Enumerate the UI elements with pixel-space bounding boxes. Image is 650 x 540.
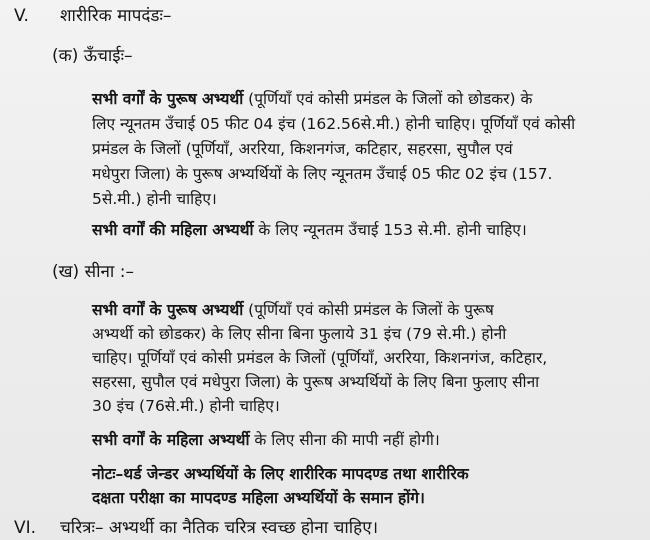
height-subheading: (क) ऊँचाईः– bbox=[52, 46, 133, 66]
section-vi-heading bbox=[14, 518, 378, 538]
section-v-number: V. bbox=[14, 6, 29, 26]
chest-subheading: (ख) सीना :– bbox=[52, 262, 134, 282]
chest-female-lead: सभी वर्गों के महिला अभ्यर्थी bbox=[92, 431, 250, 449]
height-male-line-1-rest: (पूर्णियाँ एवं कोसी प्रमंडल के जिलों को छोडकर) के bbox=[243, 90, 533, 108]
height-female-rest: के लिए न्यूनतम उँचाई 153 से.मी. होनी चाहिए। bbox=[253, 221, 527, 239]
section-v-heading bbox=[14, 6, 171, 26]
chest-male-line-2: अभ्यर्थी को छोडकर) के लिए सीना बिना फुलाये 31 इंच (79 से.मी.) होनी bbox=[92, 325, 507, 343]
section-vi-title: चरित्रः– bbox=[60, 518, 104, 538]
note-line-1: नोटः–थर्ड जेन्डर अभ्यर्थियों के लिए शारीरिक मापदण्ड तथा शारीरिक bbox=[92, 465, 469, 483]
chest-male-line-5: 30 इंच (76से.मी.) होनी चाहिए। bbox=[92, 397, 280, 415]
height-male-line-2: लिए न्यूनतम उँचाई 05 फीट 04 इंच (162.56से.मी.) होनी चाहिए। पूर्णियाँ एवं कोसी bbox=[92, 115, 576, 133]
note-line-2: दक्षता परीक्षा का मापदण्ड महिला अभ्यर्थियों के समान होंगे। bbox=[92, 489, 425, 507]
chest-male-line-4: सहरसा, सुपौल एवं मधेपुरा जिला) के पुरूष अभ्यर्थियों के लिए बिना फुलाए सीना bbox=[92, 373, 540, 391]
section-vi-number: VI. bbox=[14, 518, 37, 538]
height-male-line-4: मधेपुरा जिला) के पुरूष अभ्यर्थियों के लिए न्यूनतम उँचाई 05 फीट 02 इंच (157. bbox=[92, 165, 553, 183]
section-vi-text: अभ्यर्थी का नैतिक चरित्र स्वच्छ होना चाहिए। bbox=[103, 518, 379, 538]
height-male-lead: सभी वर्गों के पुरूष अभ्यर्थी bbox=[92, 90, 244, 108]
chest-female-rest: के लिए सीना की मापी नहीं होगी। bbox=[249, 431, 440, 449]
section-v-title: शारीरिक मापदंडः– bbox=[60, 6, 172, 26]
height-female-line bbox=[92, 220, 527, 240]
height-male-line-1 bbox=[92, 89, 532, 109]
chest-female-line bbox=[92, 430, 440, 450]
chest-male-line-3: चाहिए। पूर्णियाँ एवं कोसी प्रमंडल के जिलों (पूर्णियाँ, अररिया, किशनगंज, कटिहार, bbox=[92, 349, 548, 367]
chest-male-lead: सभी वर्गों के पुरूष अभ्यर्थी bbox=[92, 301, 244, 319]
height-male-line-5: 5से.मी.) होनी चाहिए। bbox=[92, 190, 217, 208]
chest-male-line-1 bbox=[92, 300, 494, 320]
height-male-line-3: प्रमंडल के जिलों (पूर्णियाँ, अररिया, किशनगंज, कटिहार, सहरसा, सुपौल एवं bbox=[92, 140, 513, 158]
chest-male-line-1-rest: (पूर्णियाँ एवं कोसी प्रमंडल के जिलों के पुरूष bbox=[243, 301, 494, 319]
height-female-lead: सभी वर्गों की महिला अभ्यर्थी bbox=[92, 221, 254, 239]
